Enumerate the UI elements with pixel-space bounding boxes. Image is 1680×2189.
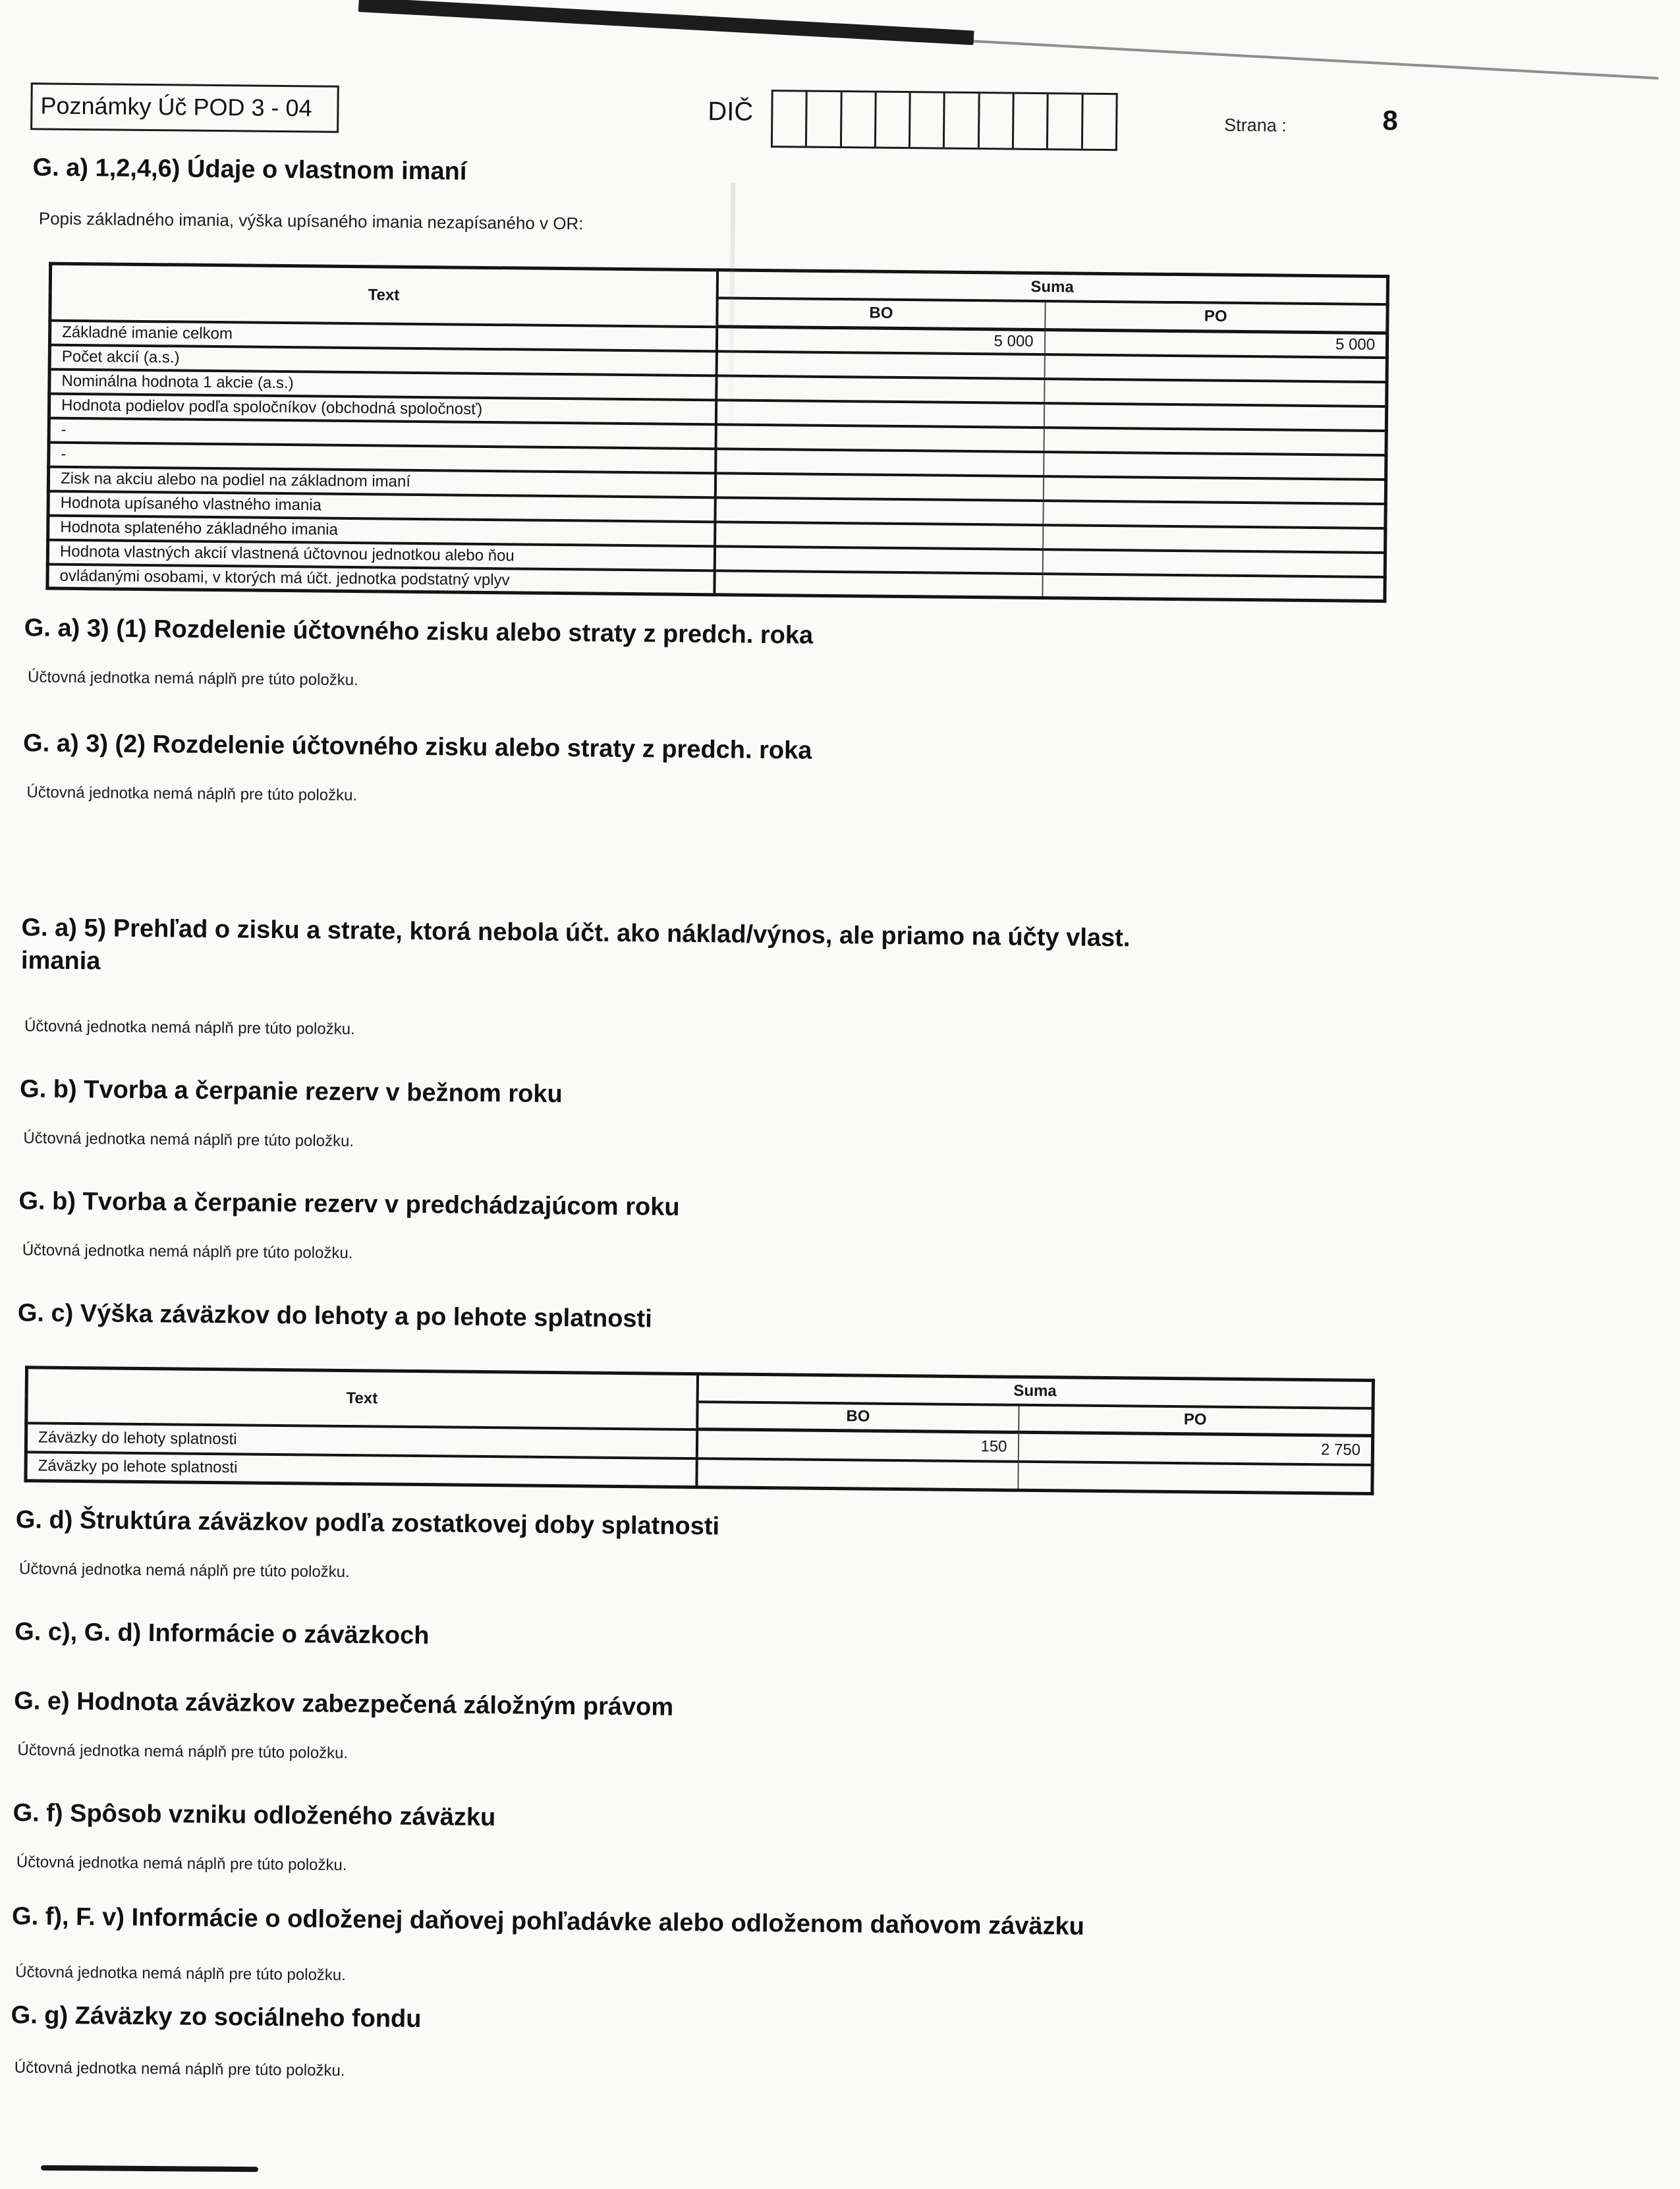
dic-grid xyxy=(771,90,1118,151)
section-title-g-a-3-1: G. a) 3) (1) Rozdelenie účtovného zisku alebo straty z predch. roka xyxy=(24,614,814,650)
row-bo-value: 5 000 xyxy=(716,327,1044,354)
row-bo-value xyxy=(715,424,1044,452)
row-label: - xyxy=(49,442,715,473)
row-label: Nominálna hodnota 1 akcie (a.s.) xyxy=(49,369,716,400)
row-po-value: 5 000 xyxy=(1044,330,1387,358)
section-title-g-cd-informacie: G. c), G. d) Informácie o záväzkoch xyxy=(14,1618,430,1650)
row-bo-value xyxy=(716,351,1044,379)
row-label: Zisk na akciu alebo na podiel na základnom imaní xyxy=(48,466,715,497)
row-po-value xyxy=(1042,574,1385,601)
strana-label: Strana : xyxy=(1224,115,1287,136)
empty-note: Účtovná jednotka nemá náplň pre túto položku. xyxy=(15,1963,347,1985)
empty-note: Účtovná jednotka nemá náplň pre túto položku. xyxy=(16,1853,347,1875)
section-title-g-a-5: G. a) 5) Prehľad o zisku a strate, ktorá nebola účt. ako náklad/výnos, ale priamo na účty vlast. imania xyxy=(20,914,1131,976)
row-bo-value xyxy=(714,546,1042,574)
row-bo-value: 150 xyxy=(696,1429,1018,1462)
empty-note: Účtovná jednotka nemá náplň pre túto položku. xyxy=(24,1017,355,1039)
row-label: Záväzky do lehoty splatnosti xyxy=(26,1423,696,1458)
row-label: Hodnota upísaného vlastného imania xyxy=(48,491,715,522)
section-title-g-b-bezny-rok: G. b) Tvorba a čerpanie rezerv v bežnom roku xyxy=(19,1075,563,1109)
col-header-bo: BO xyxy=(717,298,1045,330)
empty-note: Účtovná jednotka nemá náplň pre túto položku. xyxy=(23,1129,354,1151)
row-po-value xyxy=(1042,549,1385,577)
col-header-po: PO xyxy=(1045,301,1387,333)
row-po-value xyxy=(1044,379,1387,406)
empty-note: Účtovná jednotka nemá náplň pre túto položku. xyxy=(26,783,358,805)
col-header-text: Text xyxy=(50,263,717,327)
dic-cell xyxy=(1083,95,1116,149)
dic-cell xyxy=(876,93,911,147)
row-label: Základné imanie celkom xyxy=(49,320,716,351)
subtitle-popis-zakladneho-imania: Popis základného imania, výška upísaného imania nezapísaného v OR: xyxy=(38,208,584,234)
equity-table xyxy=(45,262,1389,603)
section-title-g-a-3-2: G. a) 3) (2) Rozdelenie účtovného zisku alebo straty z predch. roka xyxy=(22,729,812,765)
col-header-text: Text xyxy=(26,1368,698,1429)
section-title-g-g: G. g) Záväzky zo sociálneho fondu xyxy=(11,2001,422,2034)
empty-note: Účtovná jednotka nemá náplň pre túto položku. xyxy=(17,1741,349,1763)
section-title-g-e: G. e) Hodnota záväzkov zabezpečená záložným právom xyxy=(14,1687,674,1721)
section-title-g-f-fv: G. f), F. v) Informácie o odloženej daňovej pohľadávke alebo odloženom daňovom záväzku xyxy=(11,1902,1085,1941)
dic-cell xyxy=(910,93,945,147)
dic-label: DIČ xyxy=(708,97,754,126)
dic-cell xyxy=(1048,94,1083,148)
row-bo-value xyxy=(715,449,1044,476)
row-bo-value xyxy=(715,473,1043,501)
row-po-value xyxy=(1044,403,1386,431)
row-label: Hodnota vlastných akcií vlastnená účtovnou jednotkou alebo ňou xyxy=(47,540,714,570)
row-bo-value xyxy=(714,570,1042,598)
col-header-suma: Suma xyxy=(697,1374,1373,1408)
row-label: - xyxy=(49,418,715,449)
section-title-udaje-o-vlastnom-imani: G. a) 1,2,4,6) Údaje o vlastnom imaní xyxy=(32,153,467,186)
row-bo-value xyxy=(715,400,1044,428)
row-po-value xyxy=(1044,354,1387,382)
section-title-g-f: G. f) Spôsob vzniku odloženého záväzku xyxy=(13,1799,496,1832)
dic-cell xyxy=(807,92,842,146)
row-po-value xyxy=(1018,1461,1372,1493)
dic-cell xyxy=(980,94,1015,148)
row-po-value xyxy=(1043,476,1386,504)
empty-note: Účtovná jednotka nemá náplň pre túto položku. xyxy=(22,1241,353,1263)
row-label: Hodnota podielov podľa spoločníkov (obchodná spoločnosť) xyxy=(49,393,715,424)
section-title-g-d: G. d) Štruktúra záväzkov podľa zostatkovej doby splatnosti xyxy=(15,1506,720,1541)
col-header-po: PO xyxy=(1019,1404,1373,1435)
row-po-value xyxy=(1043,525,1386,553)
form-id-text: Poznámky Úč POD 3 - 04 xyxy=(40,92,312,122)
col-header-suma: Suma xyxy=(717,270,1387,304)
form-id-box xyxy=(30,82,339,132)
row-label: Počet akcií (a.s.) xyxy=(49,345,716,375)
row-label: Záväzky po lehote splatnosti xyxy=(26,1452,696,1487)
row-label: ovládanými osobami, v ktorých má účt. jednotka podstatný vplyv xyxy=(47,564,714,595)
dic-cell xyxy=(773,92,808,146)
row-po-value xyxy=(1043,501,1386,528)
empty-note: Účtovná jednotka nemá náplň pre túto položku. xyxy=(19,1560,350,1582)
section-title-g-c: G. c) Výška záväzkov do lehoty a po lehote splatnosti xyxy=(17,1299,652,1333)
form-header xyxy=(0,82,1679,157)
row-bo-value xyxy=(715,497,1043,525)
section-title-g-b-predchadzajuci-rok: G. b) Tvorba a čerpanie rezerv v predchádzajúcom roku xyxy=(18,1187,680,1221)
row-bo-value xyxy=(715,522,1043,549)
dic-cell xyxy=(842,92,877,146)
page-number: 8 xyxy=(1382,104,1398,136)
dic-cell xyxy=(1014,94,1049,148)
empty-note: Účtovná jednotka nemá náplň pre túto položku. xyxy=(28,668,358,690)
row-po-value xyxy=(1044,452,1386,480)
dic-cell xyxy=(945,94,980,148)
empty-note: Účtovná jednotka nemá náplň pre túto položku. xyxy=(14,2059,345,2080)
row-po-value: 2 750 xyxy=(1018,1432,1372,1464)
col-header-bo: BO xyxy=(697,1402,1019,1433)
row-bo-value xyxy=(716,375,1044,403)
liabilities-table xyxy=(24,1366,1375,1495)
row-po-value xyxy=(1044,428,1386,455)
row-label: Hodnota splateného základného imania xyxy=(48,515,715,546)
row-bo-value xyxy=(696,1458,1018,1491)
